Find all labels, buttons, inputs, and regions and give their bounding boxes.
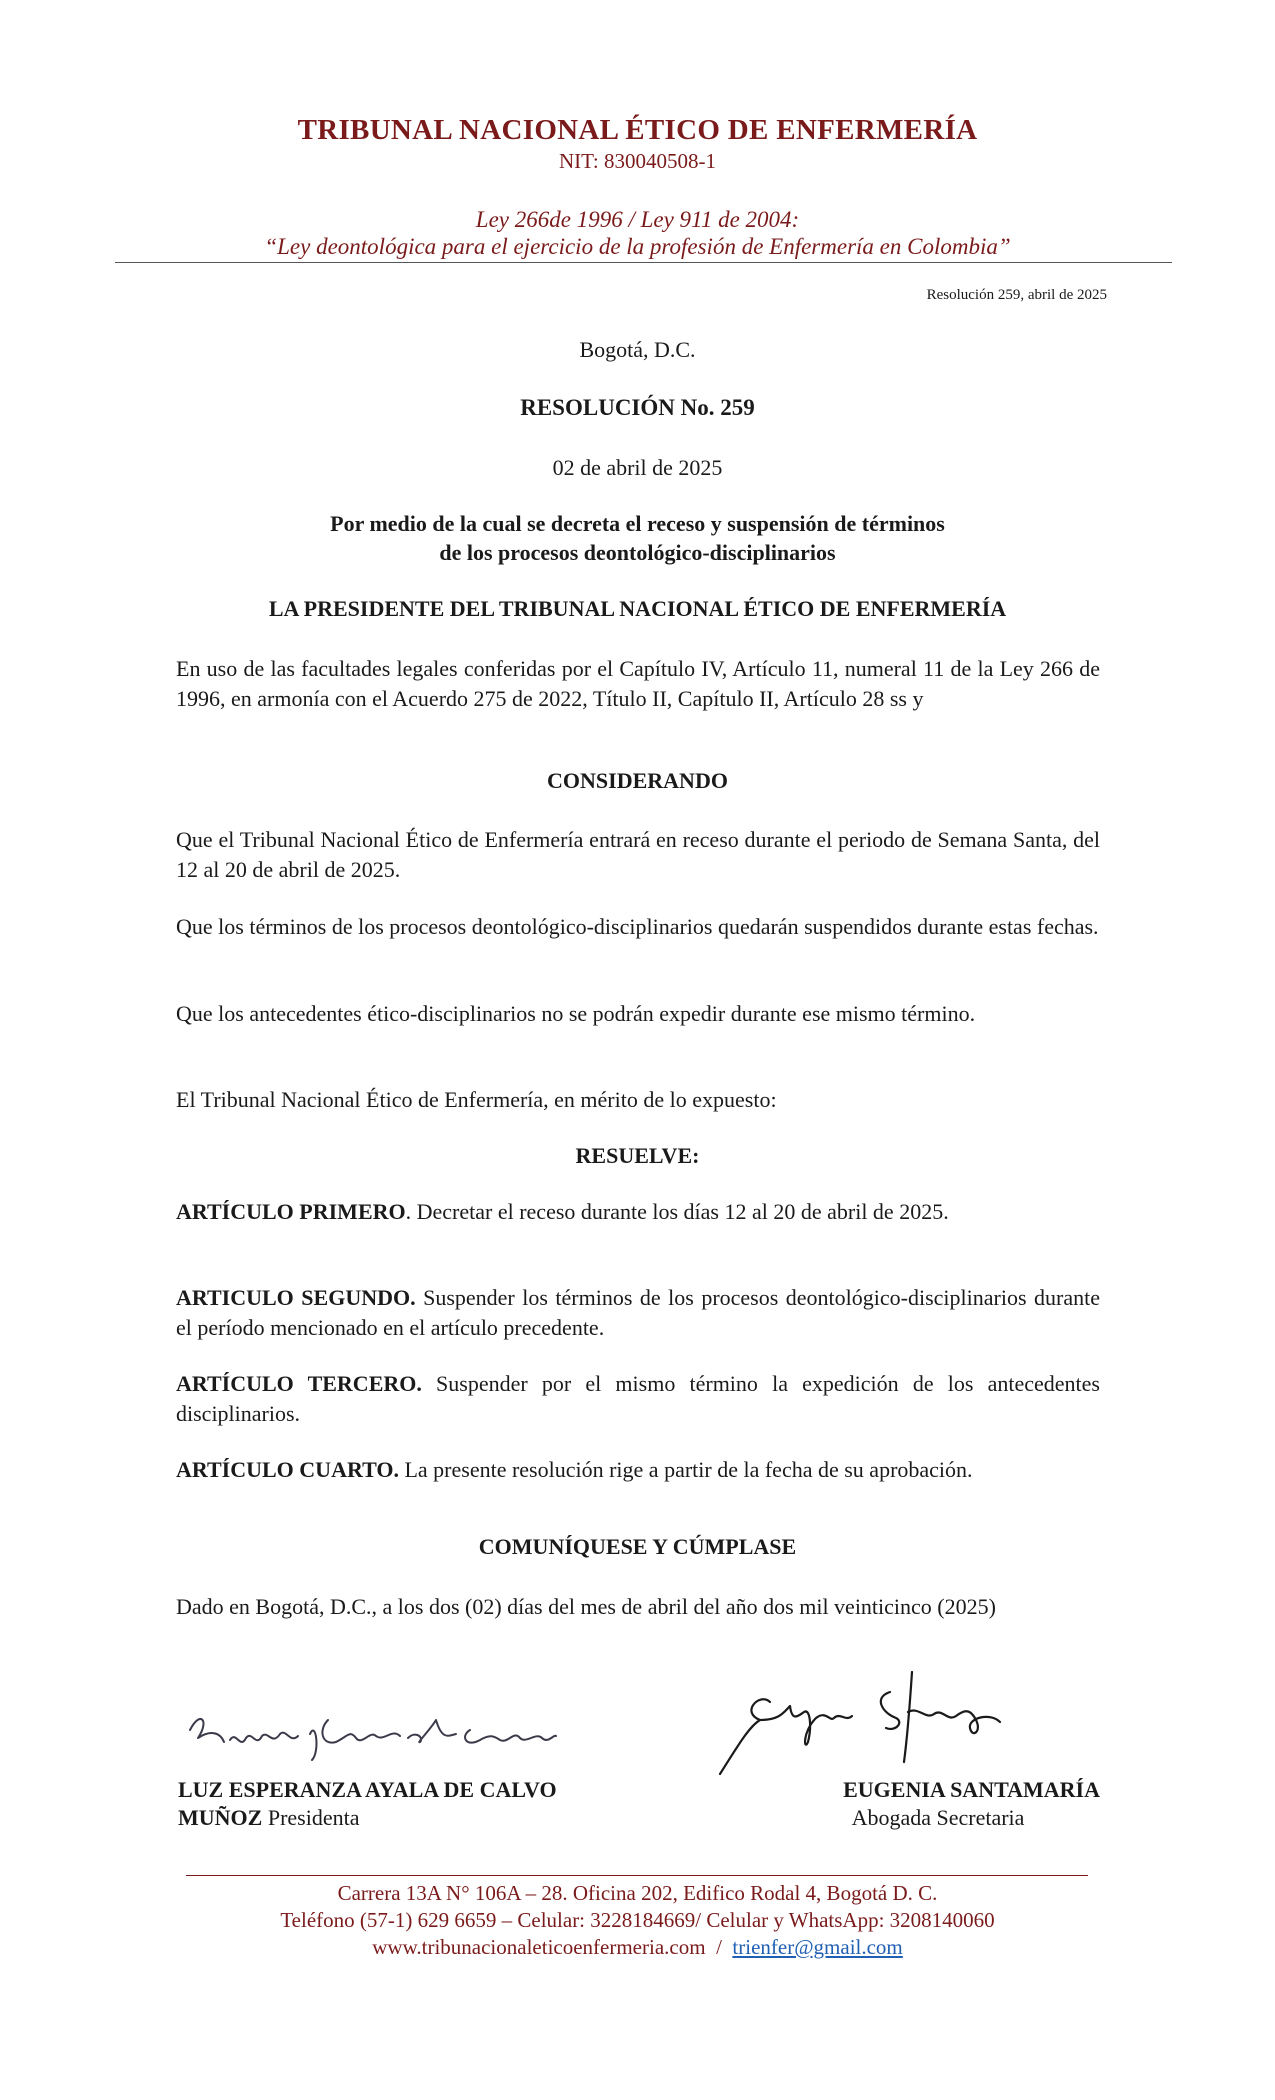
law-reference bbox=[0, 206, 1275, 260]
article-1-label: ARTÍCULO PRIMERO bbox=[176, 1199, 406, 1224]
closing-heading: COMUNÍQUESE Y CÚMPLASE bbox=[478, 1534, 797, 1559]
article-2-text: Suspender los términos de los procesos deontológico-disciplinarios durante el período mencionado en el artículo precedente. bbox=[176, 1285, 1100, 1340]
consideration-4: El Tribunal Nacional Ético de Enfermería, en mérito de lo expuesto: bbox=[176, 1087, 777, 1112]
consideration-1: Que el Tribunal Nacional Ético de Enfermería entrará en receso durante el periodo de Semana Santa, del 12 al 20 de abril de 2025. bbox=[176, 827, 1100, 882]
right-signatory-role: Abogada Secretaria bbox=[851, 1805, 1025, 1830]
faculties-paragraph: En uso de las facultades legales conferidas por el Capítulo IV, Artículo 11, numeral 11 de la Ley 266 de 1996, en armonía con el Acuerdo 275 de 2022, Título II, Capítulo II, Artículo 28 ss y bbox=[176, 656, 1100, 711]
resuelve-heading: RESUELVE: bbox=[575, 1143, 700, 1168]
law-line-1: Ley 266de 1996 / Ley 911 de 2004: bbox=[475, 207, 800, 232]
right-signatory-name: EUGENIA SANTAMARÍA bbox=[843, 1777, 1100, 1802]
document-reference: Resolución 259, abril de 2025 bbox=[926, 287, 1107, 303]
article-1-text: . Decretar el receso durante los días 12 al 20 de abril de 2025. bbox=[405, 1199, 949, 1224]
article-4 bbox=[176, 1455, 1100, 1485]
header-divider bbox=[115, 262, 1172, 263]
article-2 bbox=[176, 1283, 1100, 1343]
article-4-text: La presente resolución rige a partir de la fecha de su aprobación. bbox=[398, 1457, 973, 1482]
left-signatory-name: LUZ ESPERANZA AYALA DE CALVO bbox=[178, 1777, 557, 1802]
left-signatory-role-line bbox=[178, 1804, 557, 1832]
article-4-label: ARTÍCULO CUARTO. bbox=[176, 1457, 399, 1482]
article-3 bbox=[176, 1369, 1100, 1429]
law-line-2: “Ley deontológica para el ejercicio de la profesión de Enfermería en Colombia” bbox=[264, 234, 1011, 259]
footer-website[interactable]: www.tribunacionaleticoenfermeria.com bbox=[372, 1935, 706, 1959]
left-signature-image bbox=[180, 1690, 570, 1770]
footer-divider bbox=[186, 1875, 1088, 1876]
footer-separator: / bbox=[705, 1935, 733, 1959]
nit-number: NIT: 830040508-1 bbox=[558, 149, 717, 173]
city: Bogotá, D.C. bbox=[579, 337, 696, 362]
left-signatory bbox=[178, 1776, 557, 1832]
consideration-2: Que los términos de los procesos deontológico-disciplinarios quedarán suspendidos durante estas fechas. bbox=[176, 914, 1099, 939]
organization-name: TRIBUNAL NACIONAL ÉTICO DE ENFERMERÍA bbox=[297, 114, 978, 146]
footer-contact bbox=[0, 1880, 1275, 1961]
given-in-paragraph: Dado en Bogotá, D.C., a los dos (02) días del mes de abril del año dos mil veinticinco (2025) bbox=[176, 1594, 996, 1619]
subject-line-2: de los procesos deontológico-disciplinarios bbox=[439, 540, 836, 565]
right-signature-image bbox=[700, 1662, 1070, 1782]
right-signatory bbox=[776, 1776, 1100, 1832]
issuer-heading: LA PRESIDENTE DEL TRIBUNAL NACIONAL ÉTICO DE ENFERMERÍA bbox=[268, 596, 1007, 621]
considerando-heading: CONSIDERANDO bbox=[547, 768, 728, 793]
left-signatory-surname: MUÑOZ bbox=[178, 1805, 263, 1830]
resolution-subject bbox=[0, 509, 1275, 567]
letterhead bbox=[0, 112, 1275, 174]
consideration-3: Que los antecedentes ético-disciplinarios no se podrán expedir durante ese mismo término. bbox=[176, 1001, 976, 1026]
subject-line-1: Por medio de la cual se decreta el receso y suspensión de términos bbox=[330, 511, 945, 536]
left-signatory-role: Presidenta bbox=[262, 1805, 360, 1830]
footer-email-link[interactable]: trienfer@gmail.com bbox=[732, 1935, 903, 1959]
footer-web-line bbox=[0, 1934, 1275, 1961]
footer-address: Carrera 13A N° 106A – 28. Oficina 202, Edifico Rodal 4, Bogotá D. C. bbox=[337, 1881, 938, 1905]
article-3-label: ARTÍCULO TERCERO. bbox=[176, 1371, 422, 1396]
article-3-text: Suspender por el mismo término la expedición de los antecedentes disciplinarios. bbox=[176, 1371, 1100, 1426]
article-2-label: ARTICULO SEGUNDO. bbox=[176, 1285, 416, 1310]
resolution-title: RESOLUCIÓN No. 259 bbox=[520, 395, 755, 420]
footer-phones: Teléfono (57-1) 629 6659 – Celular: 3228184669/ Celular y WhatsApp: 3208140060 bbox=[280, 1908, 995, 1932]
resolution-date: 02 de abril de 2025 bbox=[552, 455, 723, 480]
article-1 bbox=[176, 1197, 1100, 1227]
